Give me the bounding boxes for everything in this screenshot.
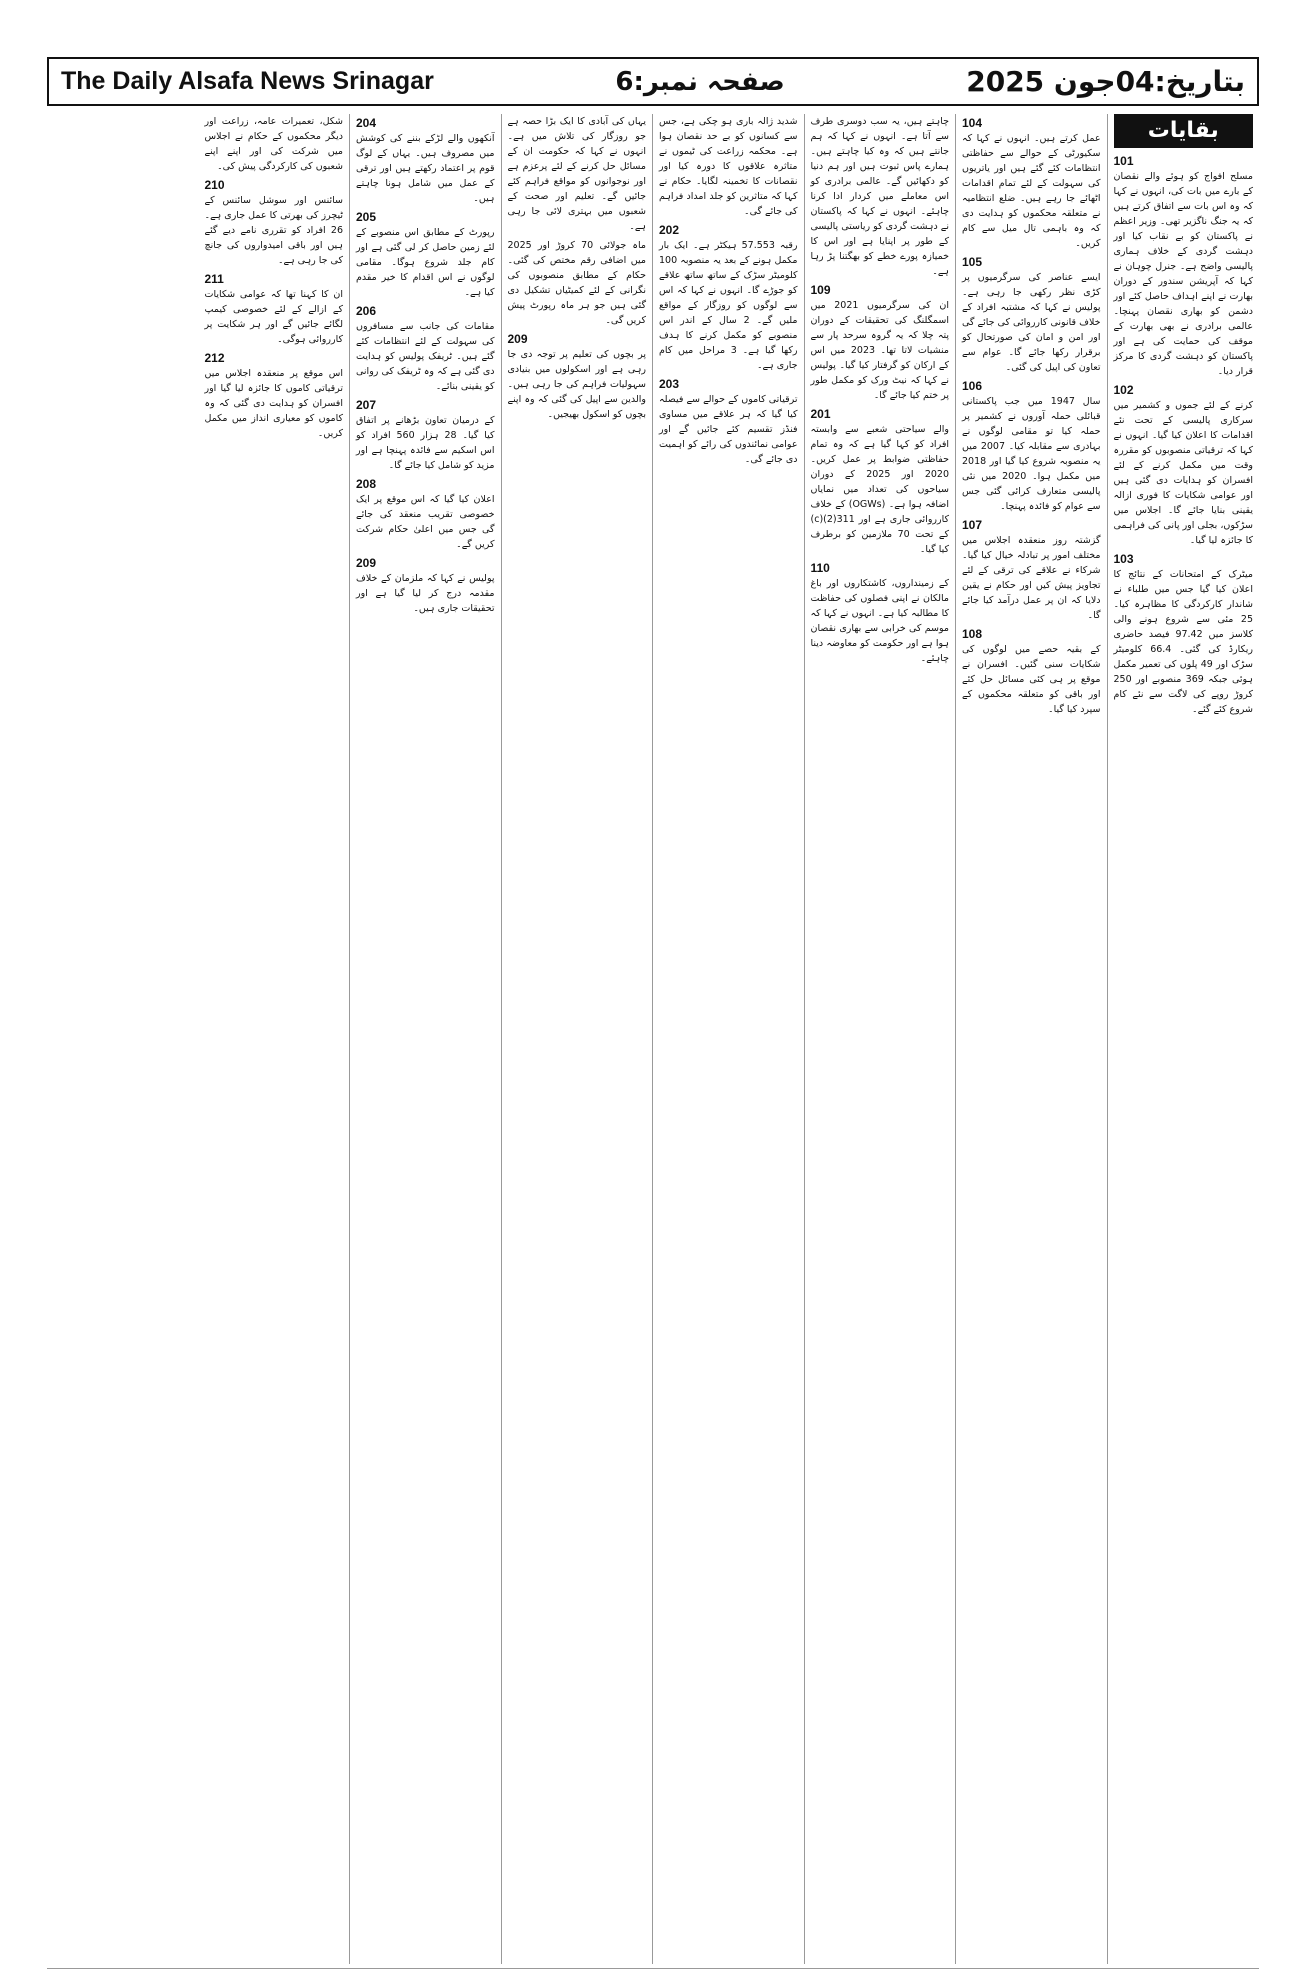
article-item [962,116,1101,251]
issue-date: بتاریخ:04جون 2025 [966,65,1245,98]
article-item [962,379,1101,514]
item-text: یہاں کی آبادی کا ایک بڑا حصہ ہے جو روزگار کی تلاش میں ہے۔ انہوں نے کہا کہ حکومت ان کے مسائل حل کرنے کے لئے پرعزم ہے اور نوجوانوں کو مواقع فراہم کئے جائیں گے۔ تعلیم اور صحت کے شعبوں میں بہتری لائی جا رہی ہے۔ [507,116,646,232]
item-number: 206 [356,304,377,318]
article-item [205,351,344,441]
article-item [962,255,1101,375]
item-number: 210 [204,178,225,192]
column-6 [350,114,502,1964]
item-text: ماہ جولائی 70 کروڑ اور 2025 میں اضافی رقم مختص کی گئی۔ حکام کے مطابق منصوبوں کی نگرانی کے لئے کمیٹیاں تشکیل دی گئی ہیں جو ہر ماہ رپورٹ پیش کریں گی۔ [507,240,646,326]
article-item [962,627,1101,717]
item-number: 201 [810,407,831,421]
item-number: 106 [962,379,983,393]
item-text: والے سیاحتی شعبے سے وابستہ افراد کو کہا گیا ہے کہ وہ تمام حفاظتی ضوابط پر عمل کریں۔ 2020 اور 2025 کے دوران سیاحوں کی تعداد میں نمایاں اضافہ ہوا ہے۔ (OGWs) کے خلاف کارروائی جاری ہے اور 311(2)(c) کے تحت 70 ملازمین کو برطرف کیا گیا۔ [810,424,950,555]
item-number: 204 [356,116,377,130]
article-item [356,304,495,394]
article-item [962,518,1101,623]
article-item [811,561,950,666]
item-number: 208 [356,477,377,491]
item-number: 211 [204,272,224,286]
item-text: آنکھوں والے لڑکے بننے کی کوشش میں مصروف ہیں۔ یہاں کے لوگ قوم پر اعتماد رکھتے ہیں اور ترقی کے عمل میں شامل ہونا چاہتے ہیں۔ [356,133,495,204]
item-number: 105 [962,255,983,269]
column-5 [502,114,654,1964]
item-text: رقبہ 57.553 ہیکٹر ہے۔ ایک بار مکمل ہونے کے بعد یہ منصوبہ 100 کلومیٹر سڑک کے ساتھ ساتھ علاقے کو جوڑے گا۔ انہوں نے کہا کہ اس سے لوگوں کو روزگار کے مواقع ملیں گے۔ 2 سال کے اندر اس منصوبے کو مکمل کرنے کا ہدف رکھا گیا ہے۔ 3 مراحل میں کام جاری ہے۔ [659,240,798,371]
article-item [508,114,647,234]
item-text: کے درمیان تعاون بڑھانے پر اتفاق کیا گیا۔ 28 ہزار 560 افراد کو اس اسکیم سے فائدہ پہنچا ہے اور مزید کو شامل کیا جائے گا۔ [356,415,495,471]
item-text: مسلح افواج کو ہوئے والے نقصان کے بارے میں بات کی، انہوں نے کہا کہ وہ اس بات سے اتفاق کرتے ہیں کہ یہ جنگ ناگزیر تھی۔ وزیر اعظم نے پاکستان کو بے نقاب کیا اور دہشت گردی کے خلاف ہماری پالیسی واضح ہے۔ جنرل چوہان نے کہا کہ آپریشن سندور کے دوران بھارت نے اپنے اہداف حاصل کئے اور دشمن کو بھاری نقصان پہنچا۔ عالمی برادری نے بھی بھارت کے موقف کی حمایت کی ہے اور پاکستان کو دہشت گردی کا مرکز قرار دیا۔ [1113,171,1253,377]
item-number: 109 [810,283,831,297]
item-number: 209 [356,556,377,570]
item-number: 102 [1113,383,1134,397]
column-2 [956,114,1108,1964]
article-item [508,238,647,328]
item-text: کے زمینداروں، کاشتکاروں اور باغ مالکان نے اپنی فصلوں کی حفاظت کا مطالبہ کیا ہے۔ انہوں نے کہا کہ موسم کی خرابی سے بھاری نقصان ہوا ہے اور حکومت کو معاوضہ دینا چاہئے۔ [810,578,949,664]
article-item [356,556,495,616]
item-text: عمل کرتے ہیں۔ انہوں نے کہا کہ سکیورٹی کے حوالے سے حفاظتی انتظامات کئے گئے ہیں اور یاتریوں کی سہولت کے لئے تمام اقدامات اٹھائے جا رہے ہیں۔ ضلع انتظامیہ نے متعلقہ محکموں کو ہدایت دی کہ وہ باہمی تال میل سے کام کریں۔ [962,133,1101,249]
item-text: کرنے کے لئے جموں و کشمیر میں سرکاری پالیسی کے تحت نئے اقدامات کا اعلان کیا گیا۔ انہوں نے کہا کہ ترقیاتی منصوبوں کو مقررہ وقت میں مکمل کرنے کے لئے افسران کو ہدایات دی گئی ہیں اور عوامی شکایات کا فوری ازالہ یقینی بنایا جائے گا۔ اجلاس میں سڑکوں، بجلی اور پانی کی فراہمی کا جائزہ لیا گیا۔ [1113,400,1253,546]
article-item [811,407,950,557]
item-number: 103 [1113,552,1134,566]
item-text: اس موقع پر منعقدہ اجلاس میں ترقیاتی کاموں کا جائزہ لیا گیا اور افسران کو ہدایت دی گئی کہ وہ کاموں کو معیاری انداز میں مکمل کریں۔ [204,368,343,439]
article-item [659,223,798,373]
item-text: سال 1947 میں جب پاکستانی قبائلی حملہ آوروں نے کشمیر پر حملہ کیا تو مقامی لوگوں نے بہادری سے مقابلہ کیا۔ 2007 میں یہ منصوبہ شروع کیا گیا اور 2018 میں مکمل ہوا۔ 2020 میں نئی پالیسی متعارف کرائی گئی جس سے عوام کو فائدہ پہنچا۔ [962,396,1101,512]
section-title: بقایات [1114,114,1254,148]
item-number: 101 [1113,154,1134,168]
item-text: ایسے عناصر کی سرگرمیوں پر کڑی نظر رکھی جا رہی ہے۔ پولیس نے کہا کہ مشتبہ افراد کے خلاف قانونی کارروائی کی جائے گی اور امن و امان کی صورتحال کو برقرار رکھا جائے گا۔ عوام سے تعاون کی اپیل کی گئی۔ [962,272,1101,373]
article-columns [47,114,1259,1964]
page-number: صفحہ نمبر:6 [615,66,785,97]
item-text: سائنس اور سوشل سائنس کے ٹیچرز کی بھرتی کا عمل جاری ہے۔ 26 افراد کو تقرری نامے دیے گئے ہیں اور باقی امیدواروں کی جانچ کی جا رہی ہے۔ [204,195,343,266]
article-item [356,398,495,473]
item-number: 203 [659,377,680,391]
article-item [659,114,798,219]
item-number: 202 [659,223,680,237]
item-text: پولیس نے کہا کہ ملزمان کے خلاف مقدمہ درج کر لیا گیا ہے اور تحقیقات جاری ہیں۔ [356,573,495,614]
item-text: شکل، تعمیرات عامہ، زراعت اور دیگر محکموں کے حکام نے اجلاس میں شرکت کی اور اپنے اپنے شعبوں کی کارکردگی پیش کی۔ [204,116,343,172]
article-item [205,178,344,268]
item-text: گزشتہ روز منعقدہ اجلاس میں مختلف امور پر تبادلہ خیال کیا گیا۔ شرکاء نے علاقے کی ترقی کے لئے تجاویز پیش کیں اور حکام نے یقین دلایا کہ ان پر عمل درآمد کیا جائے گا۔ [962,535,1101,621]
item-text: رپورٹ کے مطابق اس منصوبے کے لئے زمین حاصل کر لی گئی ہے اور کام جلد شروع ہوگا۔ مقامی لوگوں نے اس اقدام کا خیر مقدم کیا ہے۔ [356,227,495,298]
article-item [1114,154,1254,379]
item-text: چاہتے ہیں، یہ سب دوسری طرف سے آتا ہے۔ انہوں نے کہا کہ ہم جانتے ہیں کہ وہ کیا چاہتے ہیں۔ ہمارے پاس ثبوت ہیں اور ہم دنیا کو دکھائیں گے۔ عالمی برادری کو اس معاملے میں کردار ادا کرنا چاہئے۔ انہوں نے کہا کہ پاکستان نے دہشت گردی کو ریاستی پالیسی کے طور پر اپنایا ہے اور اس کا خمیازہ پورے خطے کو بھگتنا پڑ رہا ہے۔ [810,116,949,277]
column-1 [1108,114,1260,1964]
column-7 [199,114,351,1964]
article-item [1114,383,1254,548]
item-number: 207 [356,398,377,412]
masthead [47,57,1259,106]
article-item [1114,552,1254,717]
item-number: 212 [204,351,225,365]
item-text: ترقیاتی کاموں کے حوالے سے فیصلہ کیا گیا کہ ہر علاقے میں مساوی فنڈز تقسیم کئے جائیں گے اور عوامی نمائندوں کی رائے کو اہمیت دی جائے گی۔ [659,394,798,465]
article-item [811,283,950,403]
article-item [659,377,798,467]
item-text: شدید ژالہ باری ہو چکی ہے، جس سے کسانوں کو بے حد نقصان ہوا ہے۔ محکمہ زراعت کی ٹیموں نے متاثرہ علاقوں کا دورہ کیا اور نقصانات کا تخمینہ لگایا۔ حکام نے کہا کہ متاثرین کو جلد امداد فراہم کی جائے گی۔ [659,116,798,217]
article-item [356,210,495,300]
article-item [356,116,495,206]
article-item [205,114,344,174]
column-3 [805,114,957,1964]
item-text: مقامات کی جانب سے مسافروں کی سہولت کے لئے انتظامات کئے گئے ہیں۔ ٹریفک پولیس کو ہدایت دی گئی ہے کہ وہ ٹریفک کی روانی کو یقینی بنائے۔ [356,321,495,392]
item-text: اعلان کیا گیا کہ اس موقع پر ایک خصوصی تقریب منعقد کی جائے گی جس میں اعلیٰ حکام شرکت کریں گے۔ [356,494,495,550]
item-text: ان کی سرگرمیوں 2021 میں اسمگلنگ کی تحقیقات کے دوران پتہ چلا کہ یہ گروہ سرحد پار سے منشیات لاتا تھا۔ 2023 میں اس کے ارکان کو گرفتار کیا گیا۔ پولیس نے کہا کہ نیٹ ورک کو مکمل طور پر ختم کیا جائے گا۔ [810,300,950,401]
item-number: 104 [962,116,983,130]
column-4 [653,114,805,1964]
item-text: ان کا کہنا تھا کہ عوامی شکایات کے ازالے کے لئے خصوصی کیمپ لگائے جائیں گے اور ہر شکایت پر کارروائی ہوگی۔ [204,289,343,345]
item-number: 110 [810,561,830,575]
item-text: کے بقیہ حصے میں لوگوں کی شکایات سنی گئیں۔ افسران نے موقع پر ہی کئی مسائل حل کئے اور باقی کو متعلقہ محکموں کے سپرد کیا گیا۔ [962,644,1101,715]
article-item [356,477,495,552]
article-item [508,332,647,422]
item-text: میٹرک کے امتحانات کے نتائج کا اعلان کیا گیا جس میں طلباء نے شاندار کارکردگی کا مظاہرہ کیا۔ 25 مئی سے شروع ہونے والی کلاسز میں 97.42 فیصد حاضری ریکارڈ کی گئی۔ 66.4 کلومیٹر سڑک اور 49 پلوں کی تعمیر مکمل ہوئی جبکہ 369 منصوبے اور 250 کروڑ روپے کی لاگت سے نئے کام شروع کئے گئے۔ [1113,569,1254,715]
article-item [205,272,344,347]
item-number: 107 [962,518,983,532]
item-number: 205 [356,210,377,224]
bottom-divider [47,1968,1259,1969]
item-text: پر بچوں کی تعلیم پر توجہ دی جا رہی ہے اور اسکولوں میں بنیادی سہولیات فراہم کی جا رہی ہیں۔ والدین سے اپیل کی گئی کہ وہ اپنے بچوں کو اسکول بھیجیں۔ [507,349,646,420]
article-item [811,114,950,279]
item-number: 108 [962,627,983,641]
item-number: 209 [507,332,528,346]
paper-name: The Daily Alsafa News Srinagar [61,67,434,95]
